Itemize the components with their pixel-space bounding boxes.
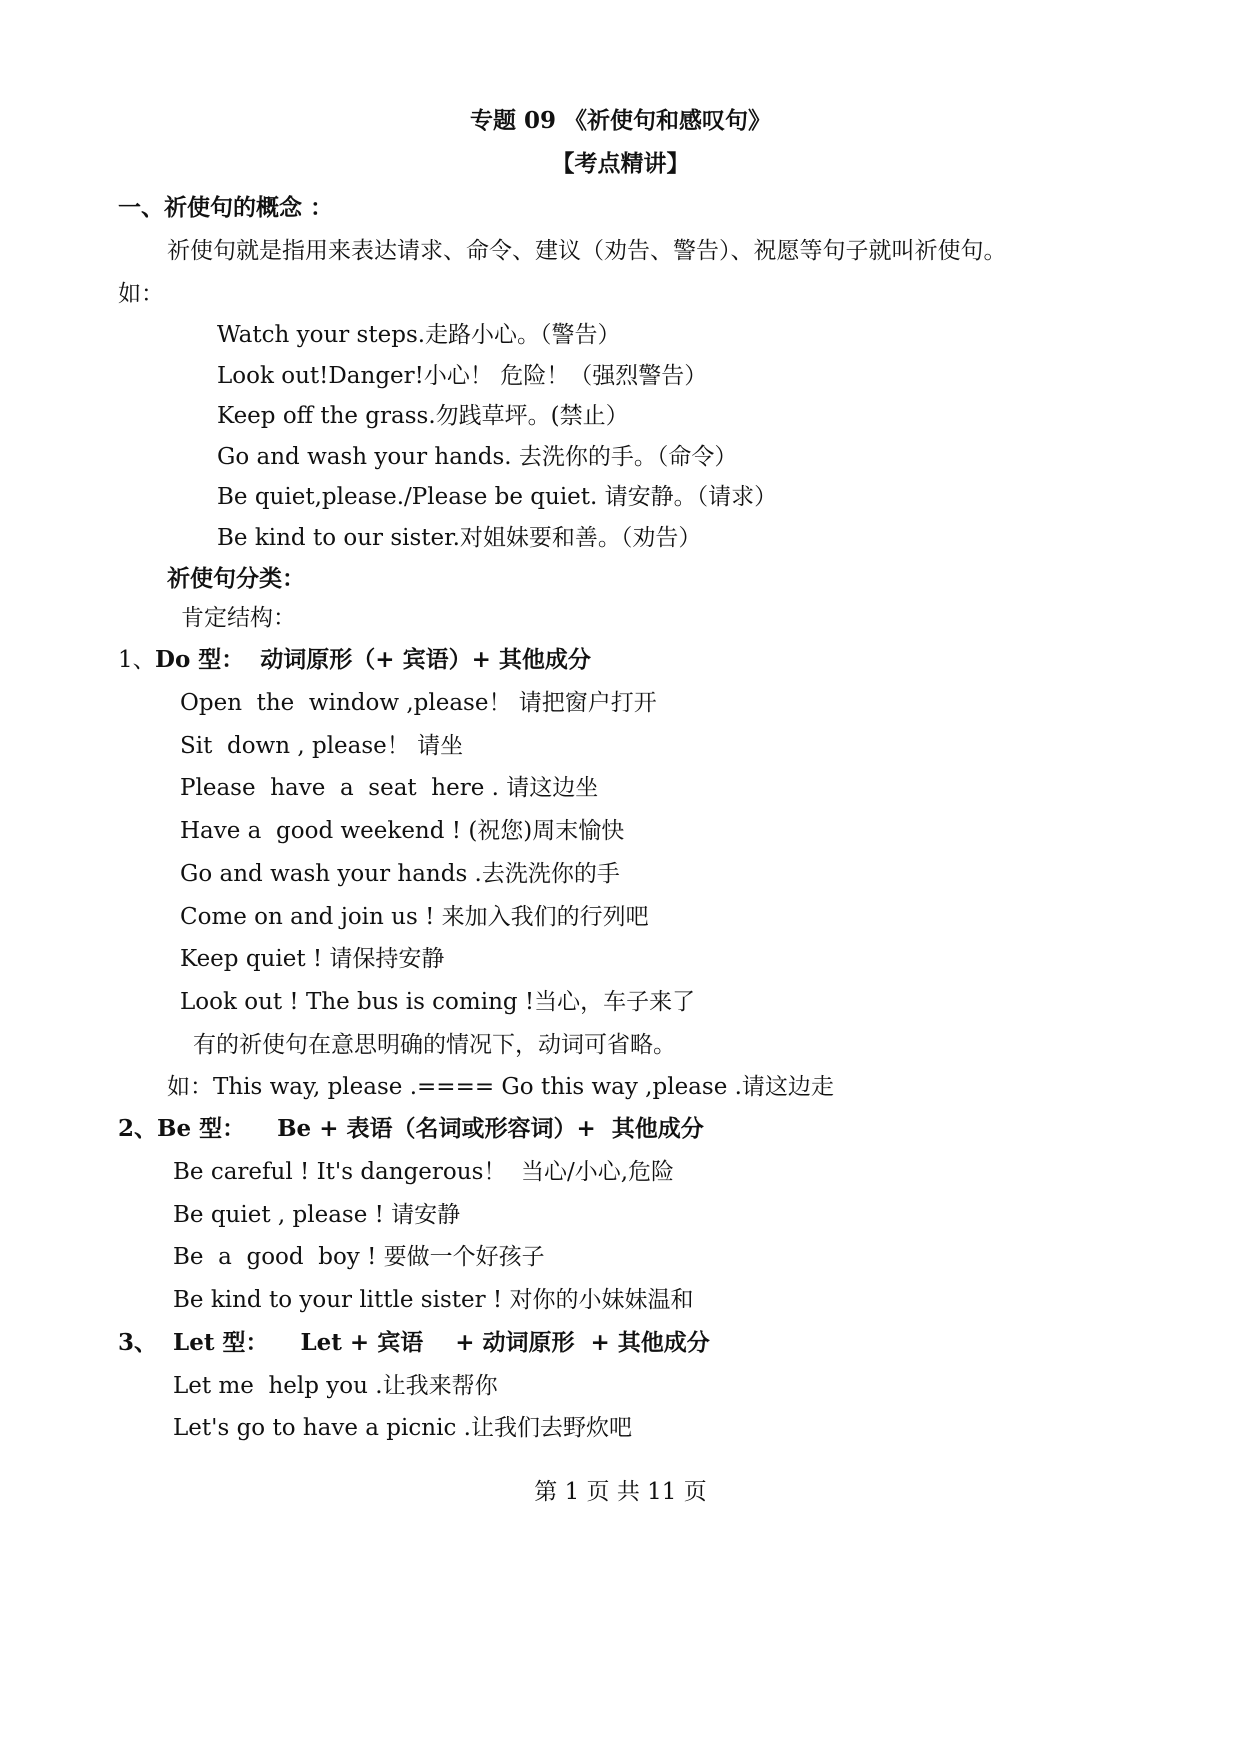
example-line: Go and wash your hands. 去洗你的手。（命令） — [217, 444, 738, 470]
example-line: Watch your steps.走路小心。（警告） — [217, 322, 621, 348]
do-example-line: Come on and join us ! 来加入我们的行列吧 — [180, 904, 649, 930]
example-line: Be kind to our sister.对姐妹要和善。（劝告） — [217, 525, 702, 551]
be-example-line: Be a good boy ! 要做一个好孩子 — [173, 1244, 545, 1270]
do-example-line: Sit down , please！ 请坐 — [180, 733, 464, 759]
section-heading-concept: 一、祈使句的概念 ： — [118, 194, 334, 221]
positive-structure-label: 肯定结构： — [181, 605, 296, 631]
do-example-line: Keep quiet ! 请保持安静 — [180, 946, 445, 972]
do-type-note-example: 如：This way, please .==== Go this way ,please .请这边走 — [167, 1074, 834, 1100]
be-example-line: Be quiet , please ! 请安静 — [173, 1202, 461, 1228]
classification-heading: 祈使句分类： — [167, 565, 305, 592]
let-example-line: Let's go to have a picnic .让我们去野炊吧 — [173, 1415, 632, 1441]
let-example-line: Let me help you .让我来帮你 — [173, 1373, 498, 1399]
do-example-line: Look out ! The bus is coming !当心，车子来了 — [180, 989, 696, 1015]
definition-paragraph: 祈使句就是指用来表达请求、命令、建议（劝告、警告）、祝愿等句子就叫祈使句。 — [167, 238, 1007, 264]
be-example-line: Be kind to your little sister ! 对你的小妹妹温和 — [173, 1287, 694, 1313]
do-type-note: 有的祈使句在意思明确的情况下，动词可省略。 — [193, 1032, 676, 1058]
page-footer: 第 1 页 共 11 页 — [534, 1479, 707, 1505]
document-title: 专题 09 《祈使句和感叹句》 — [469, 107, 772, 134]
do-type-heading: Do 型： 动词原形（+ 宾语）+ 其他成分 — [155, 646, 591, 673]
example-line: Keep off the grass.勿践草坪。(禁止） — [217, 403, 629, 429]
be-example-line: Be careful ! It's dangerous！ 当心/小心,危险 — [173, 1159, 675, 1185]
do-type-number: 1、 — [118, 647, 156, 673]
do-example-line: Have a good weekend ! (祝您)周末愉快 — [180, 818, 625, 844]
do-example-line: Open the window ,please！ 请把窗户打开 — [180, 690, 657, 716]
let-type-heading: 3、 Let 型： Let + 宾语 + 动词原形 + 其他成分 — [118, 1329, 710, 1356]
be-type-heading: 2、Be 型： Be + 表语（名词或形容词）+ 其他成分 — [118, 1115, 704, 1142]
example-line: Look out!Danger!小心！ 危险！（强烈警告） — [217, 363, 708, 389]
do-example-line: Go and wash your hands .去洗洗你的手 — [180, 861, 620, 887]
document-subtitle: 【考点精讲】 — [551, 150, 690, 177]
examples-intro: 如： — [118, 281, 164, 307]
example-line: Be quiet,please./Please be quiet. 请安静。（请求） — [217, 484, 778, 510]
do-example-line: Please have a seat here . 请这边坐 — [180, 775, 599, 801]
